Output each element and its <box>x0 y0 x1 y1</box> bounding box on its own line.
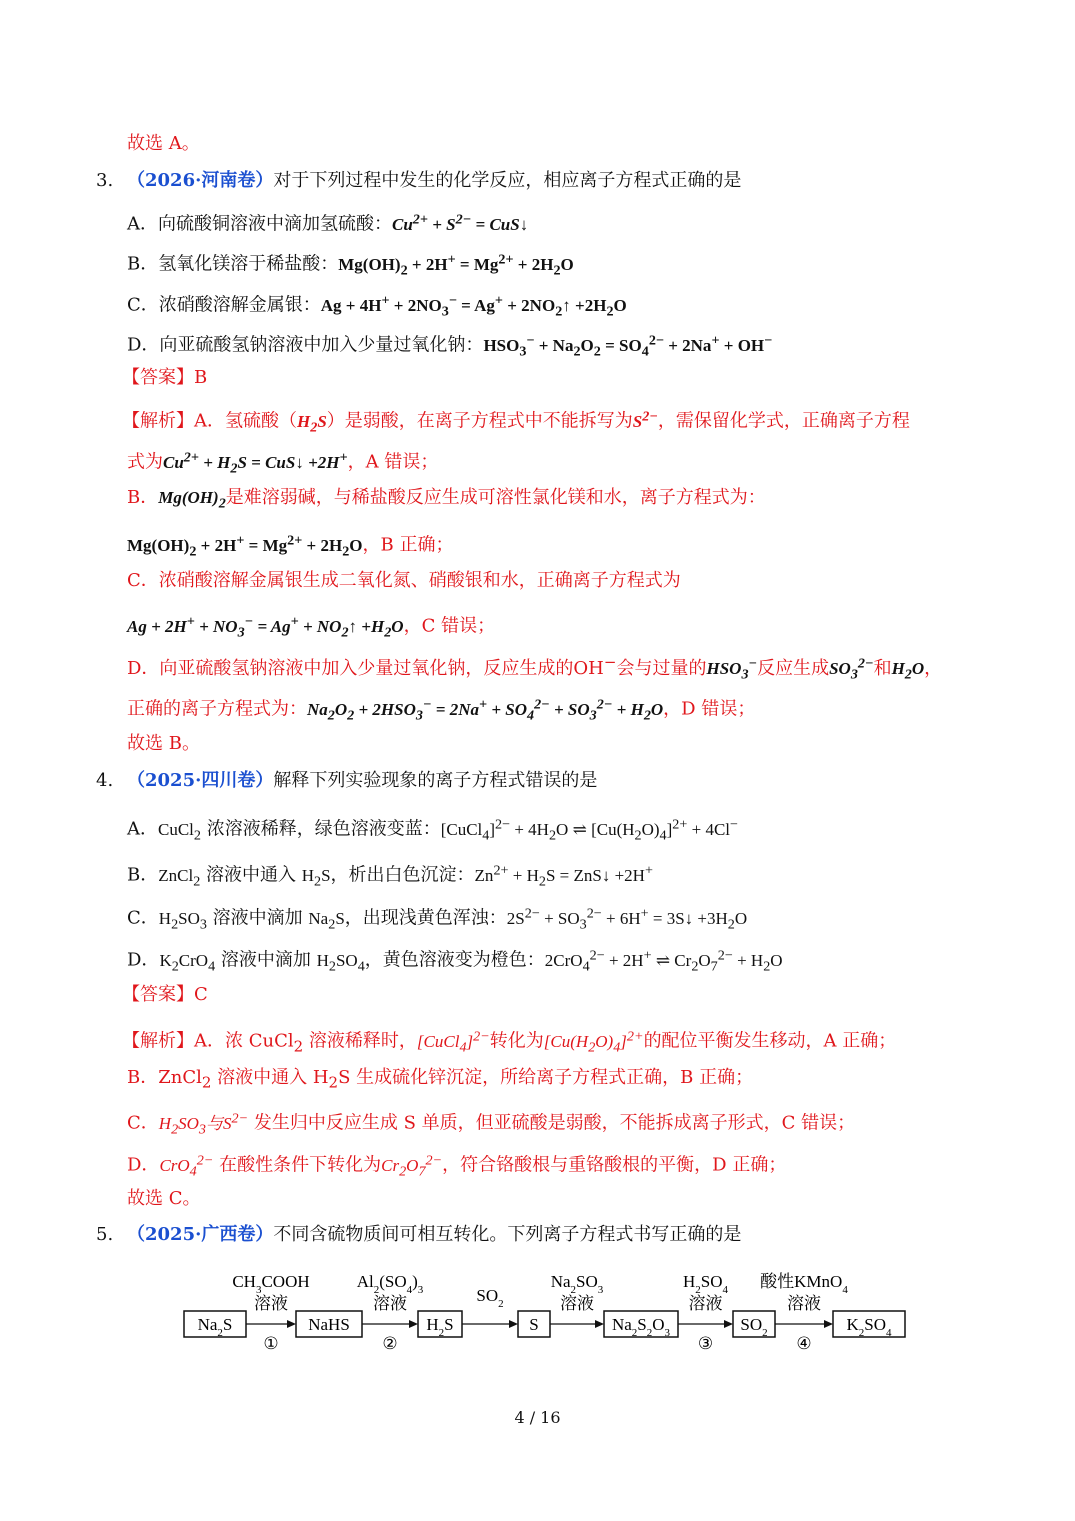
question-number: 3. <box>96 170 114 191</box>
reagent-state-label: 溶液 <box>254 1294 288 1313</box>
text-line: C．$H_2SO_3$与$S^{2-}$ 发生归中反应生成 S 单质，但亚硫酸是弱酸，不能拆成离子形式，C 错误； <box>127 1110 856 1138</box>
species-label: NaHS <box>308 1315 350 1334</box>
text-line: 式为$Cu^{2+} + H_2S$ = CuS↓ +2H+，A 错误； <box>127 449 439 477</box>
step-number: ① <box>263 1334 279 1353</box>
text-line: 【解析】A．氢硫酸$(H_2S)$是弱酸，在离子方程式中不能拆写为$S^{2-}$，需保留化学式，正确离子方程 <box>122 408 910 436</box>
text-line: 【答案】C <box>122 984 208 1005</box>
text-line: D．向亚硫酸氢钠溶液中加入少量过氧化钠，反应生成的OH−会与过量的$HSO_3^-$反应生成$SO_3^{2-}$和$H_2O$， <box>127 653 943 683</box>
species-label: $SO_2$ <box>740 1315 768 1339</box>
text-line: B．氢氧化镁溶于稀盐酸：$Mg(OH)_2 + 2H^+ = Mg^{2+} + 2H_2O$ <box>127 251 574 279</box>
reagent-label: $CH_3COOH$ <box>232 1272 310 1296</box>
step-number: ④ <box>796 1334 812 1353</box>
text-line: C．浓硝酸溶解金属银生成二氧化氮、硝酸银和水，正确离子方程式为 <box>127 570 681 591</box>
text-line: D．$K_2CrO_4$ 溶液中滴加 $H_2SO_4$，黄色溶液变为橙色：2CrO$_4^{2-}$ + 2H+ ⇌ $Cr_2O_7^{2-} + H_2O$ <box>127 947 783 975</box>
arrow-head <box>287 1320 296 1328</box>
species-label: $Na_2S_2O_3$ <box>611 1315 671 1339</box>
text-line: A．CuCl$_2$ 浓溶液稀释，绿色溶液变蓝：[CuCl$_4$]$^{2-}$ + $4H_2O$ ⇌ $[Cu(H_2O)_4]^{2+} + 4Cl^-$ <box>127 816 738 844</box>
reagent-label: $H_2SO_4$ <box>682 1272 729 1296</box>
text-line: C．$H_2SO_3$ 溶液中滴加 $Na_2S$，出现浅黄色浑浊：$2S^{2-} + SO_3^{2-} + 6H^+$ = 3S↓ $+3H_2O$ <box>127 905 748 933</box>
arrow-head <box>409 1320 418 1328</box>
text-line: 故选 A。 <box>127 133 200 154</box>
sulfur-conversion-diagram <box>180 1265 920 1355</box>
reagent-state-label: 溶液 <box>373 1294 407 1313</box>
species-label: S <box>529 1315 539 1334</box>
arrow-head <box>724 1320 733 1328</box>
text-line: C．浓硝酸溶解金属银：$Ag + 4H^+ + 2NO_3^- = Ag^+$ + $2NO_2↑ +2H_2O$ <box>127 292 627 320</box>
text-line: （2026·河南卷）对于下列过程中发生的化学反应，相应离子方程式正确的是 <box>127 170 742 191</box>
text-line: $Mg(OH)_2 + 2H^+ = Mg^{2+} + 2H_2O$，B 正确； <box>127 532 454 560</box>
species-label: $Na_2S$ <box>197 1315 233 1339</box>
text-line: 【答案】B <box>122 367 208 388</box>
reagent-label: $SO_2$ <box>476 1286 504 1310</box>
species-label: $H_2S$ <box>426 1315 454 1339</box>
text-line: （2025·广西卷）不同含硫物质间可相互转化。下列离子方程式书写正确的是 <box>127 1224 742 1245</box>
reagent-label: $Na_2SO_3$ <box>550 1272 604 1296</box>
text-line: B．ZnCl$_2$ 溶液中通入 $H_2S$，析出白色沉淀：$Zn^{2+} + H_2S$ = ZnS↓ +2H+ <box>127 862 653 890</box>
text-line: 正确的离子方程式为：$Na_2O_2 + 2HSO_3^- = 2Na^+ + SO_4^{2-} + SO_3^{2-} + H_2O$，D 错误； <box>127 696 756 724</box>
species-label: $K_2SO_4$ <box>846 1315 892 1339</box>
question-number: 4. <box>96 770 114 791</box>
text-line: B．ZnCl$_2$ 溶液中通入 $H_2S$ 生成硫化锌沉淀，所给离子方程式正确，B 正确； <box>127 1067 754 1092</box>
arrow-head <box>824 1320 833 1328</box>
text-line: 故选 B。 <box>127 733 200 754</box>
text-line: D．向亚硫酸氢钠溶液中加入少量过氧化钠：$HSO_3^- + Na_2O_2 = SO_4^{2-} + 2Na^+ + OH^-$ <box>127 332 773 360</box>
step-number: ② <box>382 1334 398 1353</box>
text-line: $Ag + 2H^+ + NO_3^- = Ag^+$ + $NO_2↑ +H_2O$，C 错误； <box>127 613 496 641</box>
text-line: D．CrO$_4^{2-}$ 在酸性条件下转化为$Cr_2O_7^{2-}$，符合铬酸根与重铬酸根的平衡，D 正确； <box>127 1152 787 1180</box>
reagent-state-label: 溶液 <box>787 1294 821 1313</box>
step-number: ③ <box>697 1334 714 1353</box>
text-line: 故选 C。 <box>127 1188 201 1209</box>
reagent-state-label: 溶液 <box>560 1294 594 1313</box>
text-line: （2025·四川卷）解释下列实验现象的离子方程式错误的是 <box>127 770 598 791</box>
arrow-head <box>509 1320 518 1328</box>
page-number: 4 / 16 <box>514 1408 561 1427</box>
text-line: B．$Mg(OH)_2$是难溶弱碱，与稀盐酸反应生成可溶性氯化镁和水，离子方程式为： <box>127 487 766 512</box>
arrow-head <box>595 1320 604 1328</box>
reagent-state-label: 溶液 <box>688 1294 723 1313</box>
question-number: 5. <box>96 1224 114 1245</box>
reagent-label: $Al_2(SO_4)_3$ <box>356 1272 424 1296</box>
text-line: 【解析】A．浓 CuCl$_2$ 溶液稀释时，[CuCl$_4$]$^{2-}$转化为$[Cu(H_2O)_4]^{2+}$的配位平衡发生移动，A 正确； <box>122 1028 897 1056</box>
text-line: A．向硫酸铜溶液中滴加氢硫酸：$Cu^{2+} + S^{2-}$ = CuS↓ <box>127 211 529 235</box>
reagent-label: 酸性KMnO$_4$ <box>760 1272 848 1296</box>
